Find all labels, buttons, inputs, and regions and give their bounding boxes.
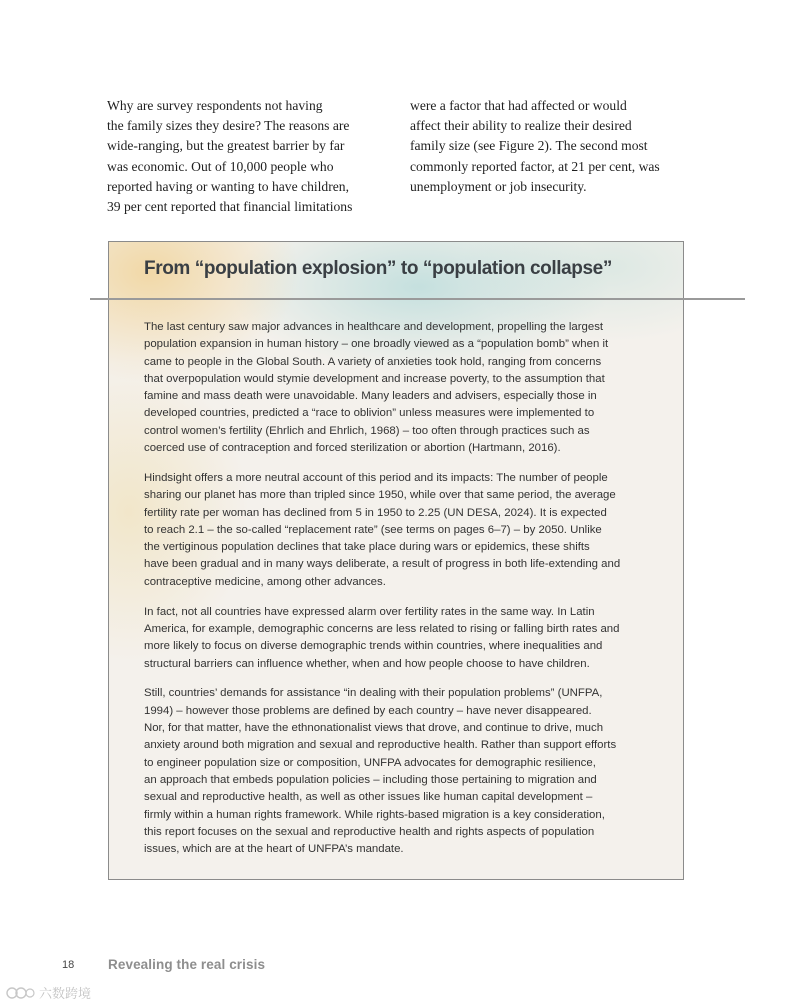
- text-line: was economic. Out of 10,000 people who: [107, 158, 334, 174]
- sidebar-box: [108, 241, 684, 880]
- text-line: unemployment or job insecurity.: [410, 178, 587, 194]
- title-divider-rule: [90, 298, 745, 300]
- text-line: 1994) – however those problems are defined by each country – have never disappeared.: [144, 704, 592, 717]
- text-line: affect their ability to realize their desired: [410, 118, 632, 134]
- text-line: that overpopulation would stymie development and increase poverty, to the assumption that: [144, 372, 605, 385]
- text-line: Why are survey respondents not having: [107, 98, 323, 113]
- intro-paragraph-right: [410, 96, 682, 197]
- text-line: developed countries, predicted a “race to oblivion” unless measures were implemented to: [144, 407, 595, 420]
- watermark: [6, 983, 91, 1002]
- text-line: firmly within a human rights framework. While rights-based migration is a key consideration,: [144, 808, 605, 821]
- box-paragraph: [144, 319, 654, 457]
- text-line: were a factor that had affected or would: [410, 98, 627, 113]
- intro-column-left: [107, 96, 375, 217]
- box-paragraph: [144, 685, 654, 858]
- text-line: more likely to focus on diverse demographic trends within countries, where inequalities and: [144, 640, 603, 653]
- text-line: sharing our planet has more than tripled since 1950, while over that same period, the average: [144, 489, 616, 502]
- text-line: coerced use of contraception and forced sterilization or abortion (Hartmann, 2016).: [144, 442, 561, 455]
- watermark-text: 六数跨境: [39, 986, 92, 1001]
- text-line: anxiety around both migration and sexual and reproductive health. Rather than support efforts: [144, 739, 617, 752]
- text-line: fertility rate per woman has declined from 5 in 1950 to 2.25 (UN DESA, 2024). It is expected: [144, 506, 607, 519]
- text-line: the vertiginous population declines that take place during wars or epidemics, these shifts: [144, 541, 590, 554]
- text-line: commonly reported factor, at 21 per cent, was: [410, 158, 660, 174]
- text-line: Still, countries’ demands for assistance “in dealing with their population problems” (UNFPA,: [144, 687, 603, 700]
- box-paragraph: [144, 604, 654, 673]
- text-line: to reach 2.1 – the so-called “replacement rate” (see terms on pages 6–7) – by 2050. Unlike: [144, 523, 602, 536]
- text-line: the family sizes they desire? The reasons are: [107, 118, 350, 134]
- text-line: wide-ranging, but the greatest barrier by far: [107, 138, 345, 154]
- box-title: From “population explosion” to “population collapse”: [144, 258, 612, 279]
- watermark-logo-icon: [6, 986, 36, 1000]
- text-line: an approach that embeds population policies – including those pertaining to migration and: [144, 773, 597, 786]
- text-line: Hindsight offers a more neutral account of this period and its impacts: The number of people: [144, 471, 608, 484]
- text-line: have been gradual and in many ways deliberate, a result of progress in both life-extending and: [144, 558, 621, 571]
- text-line: came to people in the Global South. A variety of anxieties took hold, ranging from concerns: [144, 355, 602, 368]
- text-line: this report focuses on the sexual and reproductive health and rights aspects of population: [144, 825, 595, 838]
- intro-paragraph-left: [107, 96, 375, 217]
- page-number: 18: [62, 959, 75, 971]
- text-line: control women’s fertility (Ehrlich and Ehrlich, 1968) – too often through practices such as: [144, 424, 590, 437]
- text-line: to engineer population size or composition, UNFPA advocates for demographic resilience,: [144, 756, 596, 769]
- text-line: issues, which are at the heart of UNFPA’s mandate.: [144, 843, 404, 856]
- text-line: sexual and reproductive health, as well as other issues like human capital development –: [144, 791, 593, 804]
- box-paragraph: [144, 470, 654, 591]
- text-line: structural barriers can influence whether, when and how people choose to have children.: [144, 657, 590, 670]
- intro-column-right: [410, 96, 682, 197]
- text-line: famine and mass death were unavoidable. Many leaders and advisers, especially those in: [144, 390, 597, 403]
- text-line: The last century saw major advances in healthcare and development, propelling the largest: [144, 321, 604, 333]
- text-line: In fact, not all countries have expressed alarm over fertility rates in the same way. In Latin: [144, 605, 595, 618]
- text-line: Nor, for that matter, have the ethnonationalist views that drove, and continue to drive, much: [144, 722, 604, 735]
- text-line: contraceptive medicine, among other advances.: [144, 575, 386, 588]
- text-line: family size (see Figure 2). The second most: [410, 138, 648, 154]
- text-line: America, for example, demographic concerns are less related to rising or falling birth rates and: [144, 622, 620, 635]
- text-line: reported having or wanting to have children,: [107, 178, 349, 194]
- footer-section-title: Revealing the real crisis: [108, 957, 266, 972]
- text-line: population expansion in human history – one broadly viewed as a “population bomb” when it: [144, 338, 609, 351]
- box-body: [144, 319, 654, 871]
- text-line: 39 per cent reported that financial limitations: [107, 199, 353, 215]
